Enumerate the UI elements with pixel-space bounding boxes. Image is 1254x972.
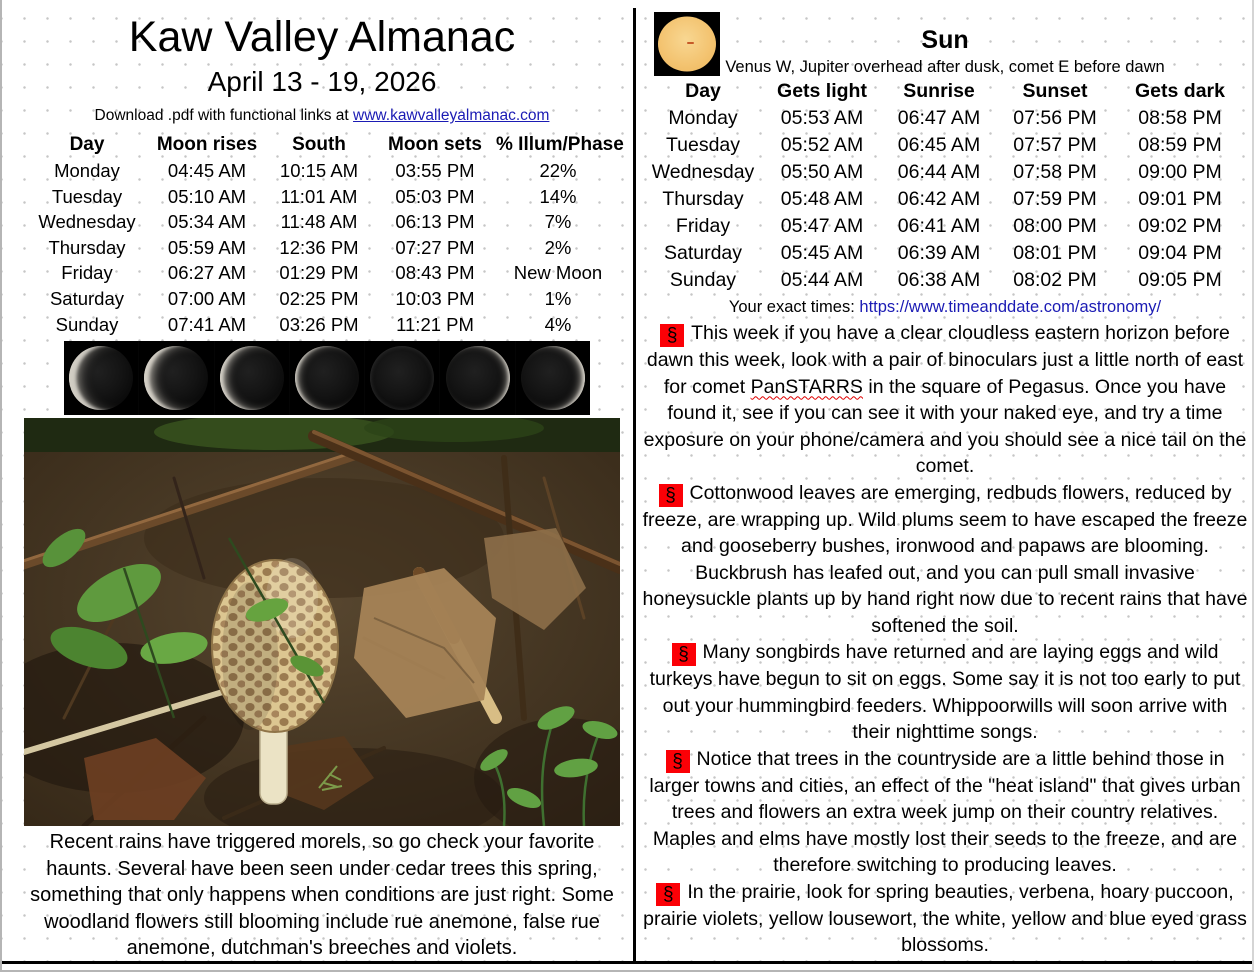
moon-thursday	[295, 346, 359, 410]
moon-table-cell: 01:29 PM	[279, 262, 359, 284]
nature-note: § Many songbirds have returned and are laying eggs and wild turkeys have begun to sit on eggs. Some say it is not too early to put out your hummingbird feeders. Whippoorwills will soon arrive with their nighttime songs.	[649, 641, 1241, 743]
moon-friday	[370, 346, 434, 410]
sun-table-cell: 08:58 PM	[1138, 107, 1222, 129]
moon-table-cell: 4%	[544, 313, 572, 335]
exact-times-label: Your exact times:	[728, 298, 860, 316]
almanac-website-link[interactable]: www.kawvalleyalmanac.com	[353, 107, 550, 125]
moon-table-cell: 07:27 PM	[395, 236, 475, 258]
sun-table-cell: 06:47 AM	[897, 107, 981, 129]
sun-table-cell: 07:58 PM	[1013, 161, 1097, 183]
sun-table-cell: Friday	[675, 215, 731, 237]
sun-table-cell: 05:45 AM	[780, 242, 864, 264]
sun-table-cell: Thursday	[662, 188, 744, 210]
moon-table-cell: 02:25 PM	[279, 288, 359, 310]
moon-table-cell: Monday	[54, 160, 120, 182]
sun-table-cell: 05:48 AM	[780, 188, 864, 210]
moon-table	[24, 133, 624, 337]
sun-table-cell: Monday	[668, 107, 738, 129]
bottom-rule	[2, 961, 1254, 964]
moon-phase-image	[440, 341, 515, 415]
moon-phase-image	[365, 341, 440, 415]
moon-phase-image	[516, 341, 590, 415]
nature-note: § In the prairie, look for spring beauties, verbena, hoary puccoon, prairie violets, yellow lousewort, the white, yellow and blue eyed grass blossoms.	[643, 880, 1247, 956]
sun-table-cell: 08:01 PM	[1013, 242, 1097, 264]
section-marker-icon: §	[672, 643, 696, 666]
moon-table-cell: 05:59 AM	[167, 236, 247, 258]
moon-table-cell: 04:45 AM	[167, 160, 247, 182]
moon-table-cell: 10:15 AM	[279, 160, 359, 182]
column-header: Moon sets	[388, 134, 482, 156]
photo-caption: Recent rains have triggered morels, so go check your favorite haunts. Several have been seen under cedar trees this spring, something that only happens when conditions are just right. Some woodland flowers still blooming include rue anemone, false rue anemone, dutchman's breeches and violets.	[30, 831, 614, 960]
section-marker-icon: §	[659, 484, 683, 507]
sun-table-cell: Saturday	[663, 242, 743, 264]
sun-column	[642, 10, 1248, 959]
moon-monday	[69, 346, 133, 410]
column-header: Gets light	[777, 80, 867, 102]
sun-table-cell: 09:01 PM	[1138, 188, 1222, 210]
sun-table-cell: Tuesday	[665, 134, 741, 156]
download-line	[24, 107, 620, 125]
sun-table-cell: 09:00 PM	[1138, 161, 1222, 183]
column-header: Moon rises	[156, 134, 258, 156]
sunspot	[687, 42, 694, 44]
sun-table-cell: 07:56 PM	[1013, 107, 1097, 129]
section-marker-icon: §	[660, 324, 684, 347]
moon-table-cell: 2%	[544, 236, 572, 258]
column-header: Day	[685, 80, 721, 102]
page-title: Kaw Valley Almanac	[128, 13, 516, 61]
moon-table-cell: Friday	[61, 262, 113, 284]
sun-table-cell: 06:38 AM	[897, 269, 981, 291]
moon-table-cell: 12:36 PM	[279, 236, 359, 258]
moon-phase-strip	[64, 341, 590, 415]
sun-table-cell: 05:53 AM	[780, 107, 864, 129]
moon-table-cell: New Moon	[513, 262, 603, 284]
moon-table-cell: Thursday	[48, 236, 126, 258]
moon-phase-image	[290, 341, 365, 415]
sun-table	[642, 79, 1248, 294]
moon-phase-image	[139, 341, 214, 415]
moon-table-cell: Sunday	[55, 313, 119, 335]
timeanddate-link[interactable]: https://www.timeanddate.com/astronomy/	[859, 298, 1162, 316]
nature-note: § Notice that trees in the countryside are a little behind those in larger towns and cities, an effect of the "heat island" that gives urban trees and flowers an extra week jump on their country relatives. Maples and elms have mostly lost their seeds to the freeze, and are therefore switching to producing leaves.	[649, 747, 1241, 876]
moon-tuesday	[144, 346, 208, 410]
moon-table-cell: 11:21 PM	[396, 313, 474, 335]
sun-table-cell: 08:59 PM	[1138, 134, 1222, 156]
moon-table-cell: 05:10 AM	[167, 185, 247, 207]
sun-table-cell: 05:47 AM	[780, 215, 864, 237]
sun-table-cell: 06:42 AM	[897, 188, 981, 210]
sun-table-cell: 06:41 AM	[897, 215, 981, 237]
sun-table-cell: 05:52 AM	[780, 134, 864, 156]
misspelled-word: PanSTARRS	[750, 375, 863, 398]
moon-table-cell: Tuesday	[51, 185, 123, 207]
moon-phase-image	[215, 341, 290, 415]
moon-sunday	[521, 346, 585, 410]
moon-table-cell: 05:03 PM	[395, 185, 475, 207]
moon-table-cell: 03:26 PM	[279, 313, 359, 335]
column-header: Sunrise	[903, 80, 975, 102]
column-header: South	[292, 134, 346, 156]
moon-saturday	[446, 346, 510, 410]
sun-table-cell: 05:44 AM	[780, 269, 864, 291]
moon-table-cell: 06:27 AM	[167, 262, 247, 284]
sky-summary: Venus W, Jupiter overhead after dusk, comet E before dawn	[725, 58, 1165, 76]
sun-table-cell: 08:02 PM	[1013, 269, 1097, 291]
sun-table-cell: 09:05 PM	[1138, 269, 1222, 291]
moon-table-cell: Saturday	[49, 288, 125, 310]
date-range: April 13 - 19, 2026	[207, 66, 437, 98]
moon-table-cell: 11:01 AM	[280, 185, 358, 207]
sun-table-cell: 06:39 AM	[897, 242, 981, 264]
nature-note: § Cottonwood leaves are emerging, redbuds flowers, reduced by freeze, are wrapping up. Wild plums seem to have escaped the freeze and gooseberry bushes, ironwood and papaws are blooming. Buckbrush has leafed out, and you can pull small invasive honeysuckle plants up by hand right now due to recent rains that have softened the soil.	[642, 481, 1248, 637]
moon-table-cell: 14%	[539, 185, 577, 207]
moon-table-cell: 1%	[544, 288, 572, 310]
sun-table-cell: Sunday	[669, 269, 737, 291]
moon-table-cell: 22%	[539, 160, 577, 182]
column-header: % Illum/Phase	[496, 134, 624, 156]
sun-table-cell: 05:50 AM	[780, 161, 864, 183]
moon-column	[24, 13, 624, 961]
exact-times-line	[642, 298, 1248, 317]
sun-table-cell: 06:44 AM	[897, 161, 981, 183]
moon-table-cell: 07:41 AM	[167, 313, 247, 335]
sun-table-cell: 07:59 PM	[1013, 188, 1097, 210]
sun-icon	[654, 12, 720, 76]
moon-wednesday	[220, 346, 284, 410]
download-prefix: Download .pdf with functional links at	[94, 107, 354, 125]
column-header: Day	[69, 134, 105, 156]
sun-disc	[658, 17, 716, 72]
sun-table-cell: 07:57 PM	[1013, 134, 1097, 156]
moon-phase-image	[64, 341, 139, 415]
moon-table-cell: 10:03 PM	[395, 288, 475, 310]
sun-heading: Sun	[921, 26, 969, 54]
moon-table-cell: 08:43 PM	[395, 262, 475, 284]
sun-table-cell: 09:02 PM	[1138, 215, 1222, 237]
moon-table-cell: 11:48 AM	[280, 211, 358, 233]
nature-note: § This week if you have a clear cloudless eastern horizon before dawn this week, look with a pair of binoculars just a little north of east for comet PanSTARRS in the square of Pegasus. Once you have found it, see if you can see it with your naked eye, and try a time exposure on your phone/camera and you should see a nice tail on the comet.	[643, 322, 1247, 477]
morel-photo	[24, 418, 620, 826]
column-header: Sunset	[1022, 80, 1088, 102]
column-header: Gets dark	[1135, 80, 1225, 102]
nature-notes	[642, 320, 1248, 959]
moon-table-cell: 05:34 AM	[167, 211, 247, 233]
sun-table-cell: 08:00 PM	[1013, 215, 1097, 237]
sun-table-cell: 06:45 AM	[897, 134, 981, 156]
moon-table-cell: 03:55 PM	[395, 160, 475, 182]
section-marker-icon: §	[656, 883, 680, 906]
sun-table-cell: 09:04 PM	[1138, 242, 1222, 264]
moon-table-cell: 7%	[544, 211, 572, 233]
section-marker-icon: §	[666, 750, 690, 773]
column-divider	[633, 8, 636, 963]
moon-table-cell: 07:00 AM	[167, 288, 247, 310]
moon-table-cell: Wednesday	[38, 211, 136, 233]
moon-table-cell: 06:13 PM	[395, 211, 475, 233]
sun-table-cell: Wednesday	[651, 161, 755, 183]
